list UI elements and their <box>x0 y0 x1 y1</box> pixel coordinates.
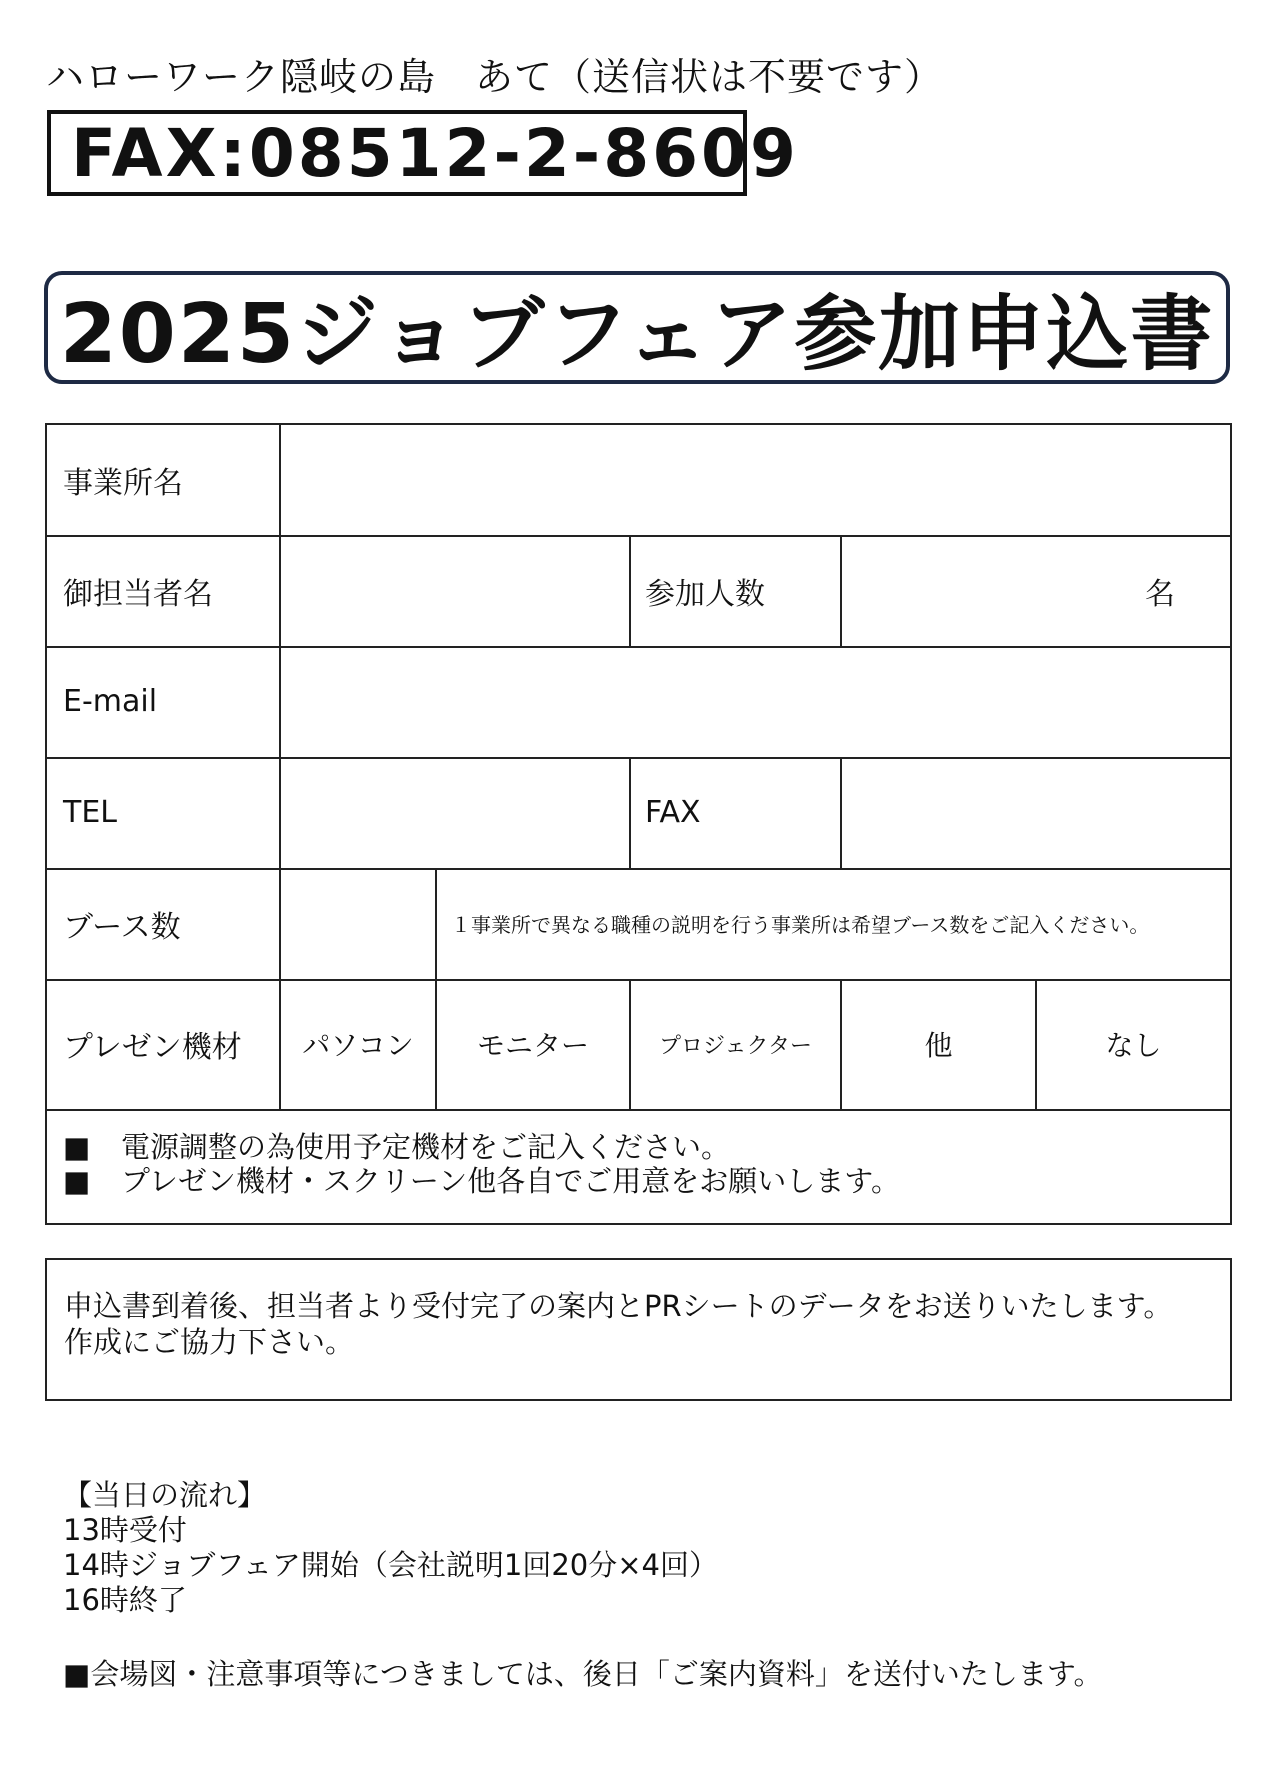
equipment-option-projector[interactable]: プロジェクター <box>658 1033 813 1059</box>
form-title: 2025ジョブフェア参加申込書 <box>44 271 1230 384</box>
participants-field[interactable] <box>842 537 1142 646</box>
booth-count-label: ブース数 <box>63 909 181 945</box>
row-divider <box>47 1109 1230 1111</box>
schedule-item: 13時受付 <box>63 1513 187 1547</box>
fax-field[interactable] <box>842 759 1230 868</box>
column-divider <box>629 535 631 646</box>
tel-field[interactable] <box>281 759 629 868</box>
equipment-label: プレゼン機材 <box>63 1030 242 1065</box>
booth-count-field[interactable] <box>281 870 435 979</box>
note-text: プレゼン機材・スクリーン他各自でご用意をお願いします。 <box>121 1164 900 1198</box>
fax-label: FAX <box>645 795 701 830</box>
addressee-line: ハローワーク隠岐の島 あて（送信状は不要です） <box>46 55 944 99</box>
note-text: 電源調整の為使用予定機材をご記入ください。 <box>121 1130 731 1164</box>
equipment-option-other[interactable]: 他 <box>924 1029 953 1062</box>
schedule-item: 14時ジョブフェア開始（会社説明1回20分×4回） <box>63 1548 718 1582</box>
email-field[interactable] <box>281 648 1230 757</box>
info-line: 作成にご協力下さい。 <box>64 1325 355 1359</box>
tel-label: TEL <box>63 795 117 830</box>
fax-number-box: FAX:08512-2-8609 <box>47 110 747 196</box>
email-label: E-mail <box>63 684 158 719</box>
schedule-item: 16時終了 <box>63 1583 187 1617</box>
company-name-field[interactable] <box>281 425 1230 535</box>
column-divider <box>629 757 631 868</box>
equipment-option-monitor[interactable]: モニター <box>476 1029 589 1062</box>
equipment-option-none[interactable]: なし <box>1105 1029 1162 1062</box>
participants-label: 参加人数 <box>645 576 765 612</box>
schedule-section <box>63 1478 718 1618</box>
form-notes <box>63 1130 900 1198</box>
info-box <box>45 1258 1232 1401</box>
note-item <box>63 1130 900 1164</box>
bullet-square-icon: ■ <box>63 1164 91 1198</box>
contact-person-field[interactable] <box>281 537 629 646</box>
application-form <box>45 423 1232 1225</box>
company-name-label: 事業所名 <box>63 466 183 501</box>
info-line: 申込書到着後、担当者より受付完了の案内とPRシートのデータをお送りいたします。 <box>64 1289 1173 1323</box>
schedule-heading: 【当日の流れ】 <box>63 1478 267 1512</box>
note-item <box>63 1164 900 1198</box>
equipment-option-pc[interactable]: パソコン <box>302 1029 414 1062</box>
footer-note: ■会場図・注意事項等につきましては、後日「ご案内資料」を送付いたします。 <box>63 1657 1103 1691</box>
participants-unit: 名 <box>1145 576 1175 612</box>
contact-person-label: 御担当者名 <box>63 576 213 612</box>
bullet-square-icon: ■ <box>63 1130 91 1164</box>
booth-note: １事業所で異なる職種の説明を行う事業所は希望ブース数をご記入ください。 <box>451 913 1150 937</box>
